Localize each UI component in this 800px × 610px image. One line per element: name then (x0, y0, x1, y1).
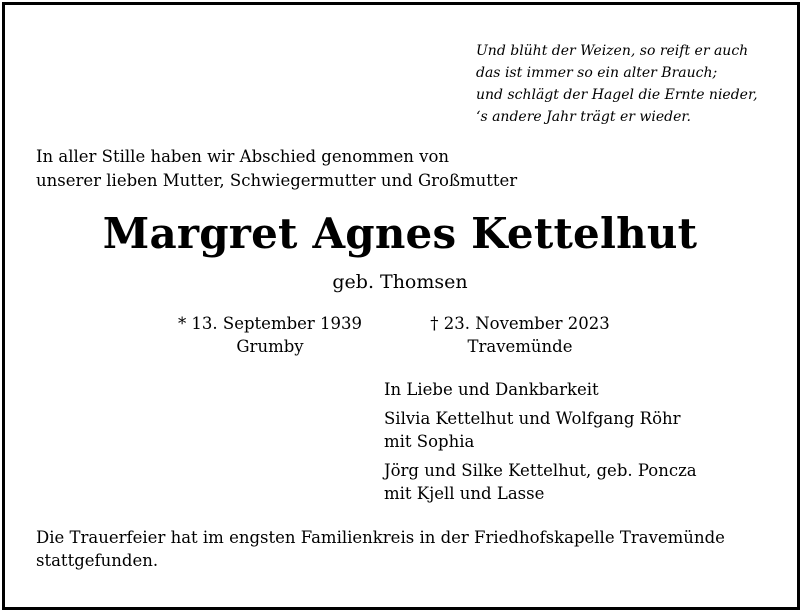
intro-text (36, 145, 636, 193)
poem-line: und schlägt der Hagel die Ernte nieder, (476, 87, 758, 103)
mourner-names: Silvia Kettelhut und Wolfgang Röhr (384, 409, 681, 428)
poem (476, 40, 786, 128)
mourners (384, 378, 784, 505)
mourner-children: mit Sophia (384, 432, 475, 451)
funeral-note: Die Trauerfeier hat im engsten Familienkreis in der Friedhofskapelle Travemünde stattgefunden. (36, 528, 725, 570)
deceased-name: Margret Agnes Kettelhut (102, 209, 698, 258)
poem-line: Und blüht der Weizen, so reift er auch (476, 43, 749, 59)
maiden-name: geb. Thomsen (332, 271, 468, 293)
intro-line: unserer lieben Mutter, Schwiegermutter und Großmutter (36, 171, 518, 190)
mourners-heading: In Liebe und Dankbarkeit (384, 380, 599, 399)
mourner-group (384, 459, 784, 505)
mourner-names: Jörg und Silke Kettelhut, geb. Poncza (384, 461, 697, 480)
birth-info (150, 312, 390, 358)
birth-date: * 13. September 1939 (177, 314, 363, 333)
poem-line: das ist immer so ein alter Brauch; (476, 65, 718, 81)
poem-line: ‘s andere Jahr trägt er wieder. (476, 109, 691, 125)
death-place: Travemünde (467, 337, 573, 356)
birth-place: Grumby (236, 337, 304, 356)
mourner-children: mit Kjell und Lasse (384, 484, 545, 503)
intro-line: In aller Stille haben wir Abschied genommen von (36, 147, 450, 166)
mourner-group (384, 407, 784, 453)
death-date: † 23. November 2023 (430, 314, 610, 333)
death-info (400, 312, 640, 358)
